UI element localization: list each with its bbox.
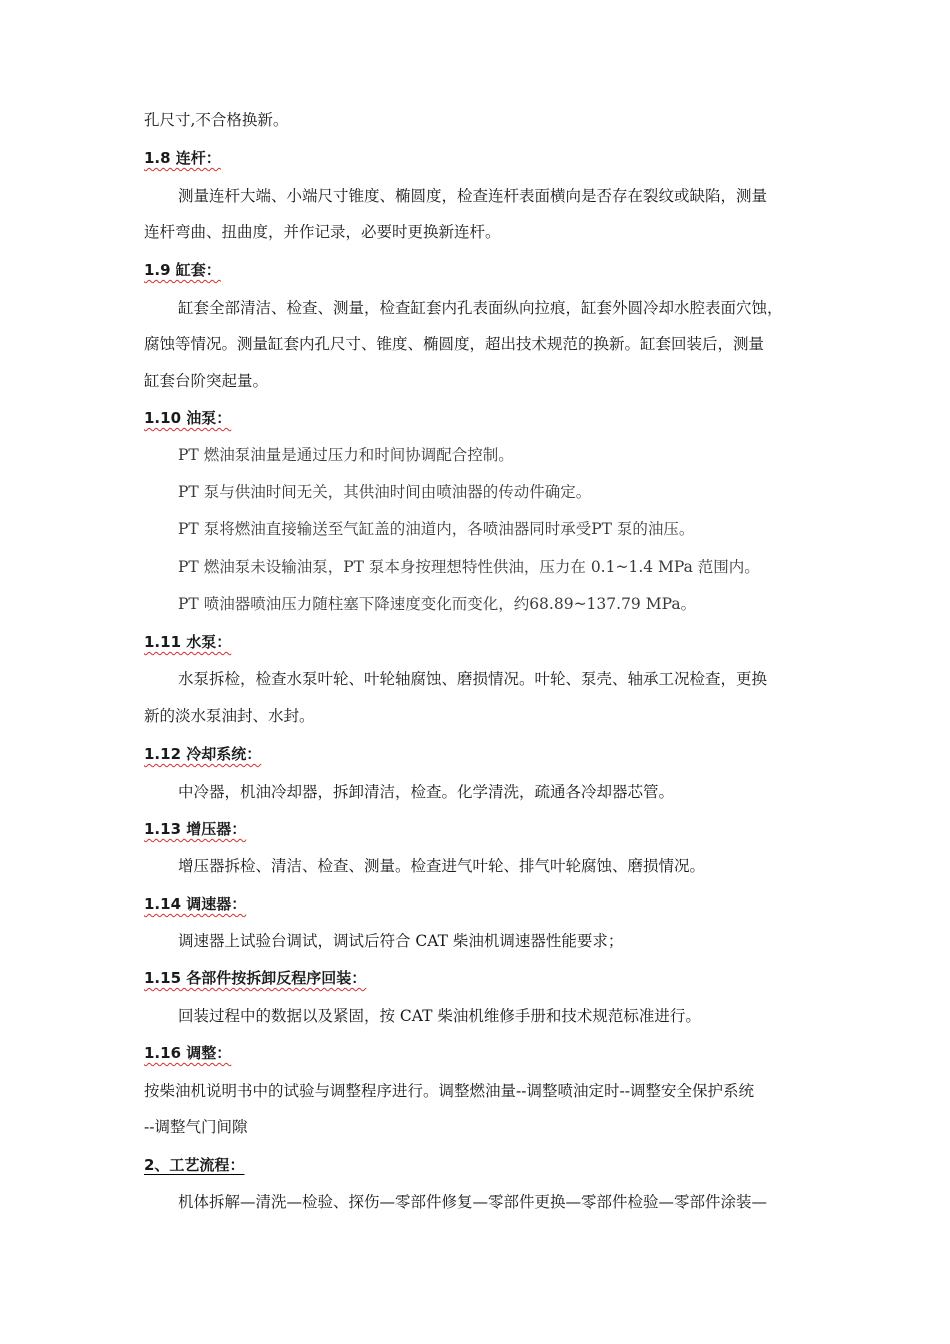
body-text: 水泵拆检，检查水泵叶轮、叶轮轴腐蚀、磨损情况。叶轮、泵壳、轴承工况检查，更换 [178,670,768,688]
section-heading-1-10 [144,408,231,428]
body-text: PT 泵将燃油直接输送至气缸盖的油道内，各喷油器同时承受PT 泵的油压。 [178,520,695,538]
body-text: PT 燃油泵油量是通过压力和时间协调配合控制。 [178,446,514,464]
body-text: PT 泵与供油时间无关，其供油时间由喷油器的传动件确定。 [178,483,592,501]
heading-text: 1.15 各部件按拆卸反程序回装： [144,969,367,987]
body-text: --调整气门间隙 [144,1118,248,1136]
body-text: 连杆弯曲、扭曲度，并作记录，必要时更换新连杆。 [144,223,501,241]
heading-text: 1.8 连杆： [144,149,221,167]
body-text: 缸套台阶突起量。 [144,372,269,390]
section-heading-1-9 [144,260,221,280]
heading-text: 1.10 油泵： [144,409,232,427]
section-heading-1-11 [144,632,231,652]
body-text: 增压器拆检、清洁、检查、测量。检查进气叶轮、排气叶轮腐蚀、磨损情况。 [178,857,706,875]
heading-text: 1.14 调速器： [144,895,247,913]
heading-text: 1.9 缸套： [144,261,221,279]
section-heading-1-8 [144,148,221,168]
body-text: 测量连杆大端、小端尺寸锥度、椭圆度，检查连杆表面横向是否存在裂纹或缺陷，测量 [178,187,768,205]
section-heading-2 [144,1155,244,1175]
body-text: 新的淡水泵油封、水封。 [144,707,315,725]
heading-text: 1.16 调整： [144,1044,232,1062]
heading-text: 2、工艺流程： [144,1156,245,1174]
body-text: PT 燃油泵未设输油泵，PT 泵本身按理想特性供油，压力在 0.1~1.4 MPa 范围内。 [178,558,760,576]
body-text: PT 喷油器喷油压力随柱塞下降速度变化而变化，约68.89~137.79 MPa。 [178,595,697,613]
section-heading-1-16 [144,1043,231,1063]
body-text: 回装过程中的数据以及紧固，按 CAT 柴油机维修手册和技术规范标准进行。 [178,1007,701,1025]
body-text: 中冷器，机油冷却器，拆卸清洁，检查。化学清洗，疏通各冷却器芯管。 [178,783,675,801]
body-text: 机体拆解—清洗—检验、探伤—零部件修复—零部件更换—零部件检验—零部件涂装— [178,1193,768,1211]
heading-text: 1.12 冷却系统： [144,745,262,763]
section-heading-1-13 [144,819,246,839]
heading-text: 1.13 增压器： [144,820,247,838]
body-text: 调速器上试验台调试，调试后符合 CAT 柴油机调速器性能要求； [178,932,624,950]
body-text: 腐蚀等情况。测量缸套内孔尺寸、锥度、椭圆度，超出技术规范的换新。缸套回装后，测量 [144,335,765,353]
heading-text: 1.11 水泵： [144,633,232,651]
section-heading-1-14 [144,894,246,914]
body-text: 按柴油机说明书中的试验与调整程序进行。调整燃油量--调整喷油定时--调整安全保护系统 [144,1082,754,1100]
body-text: 缸套全部清洁、检查、测量，检查缸套内孔表面纵向拉痕，缸套外圆冷却水腔表面穴蚀， [178,299,783,317]
body-text: 孔尺寸,不合格换新。 [144,111,289,129]
section-heading-1-12 [144,744,261,764]
section-heading-1-15 [144,968,366,988]
